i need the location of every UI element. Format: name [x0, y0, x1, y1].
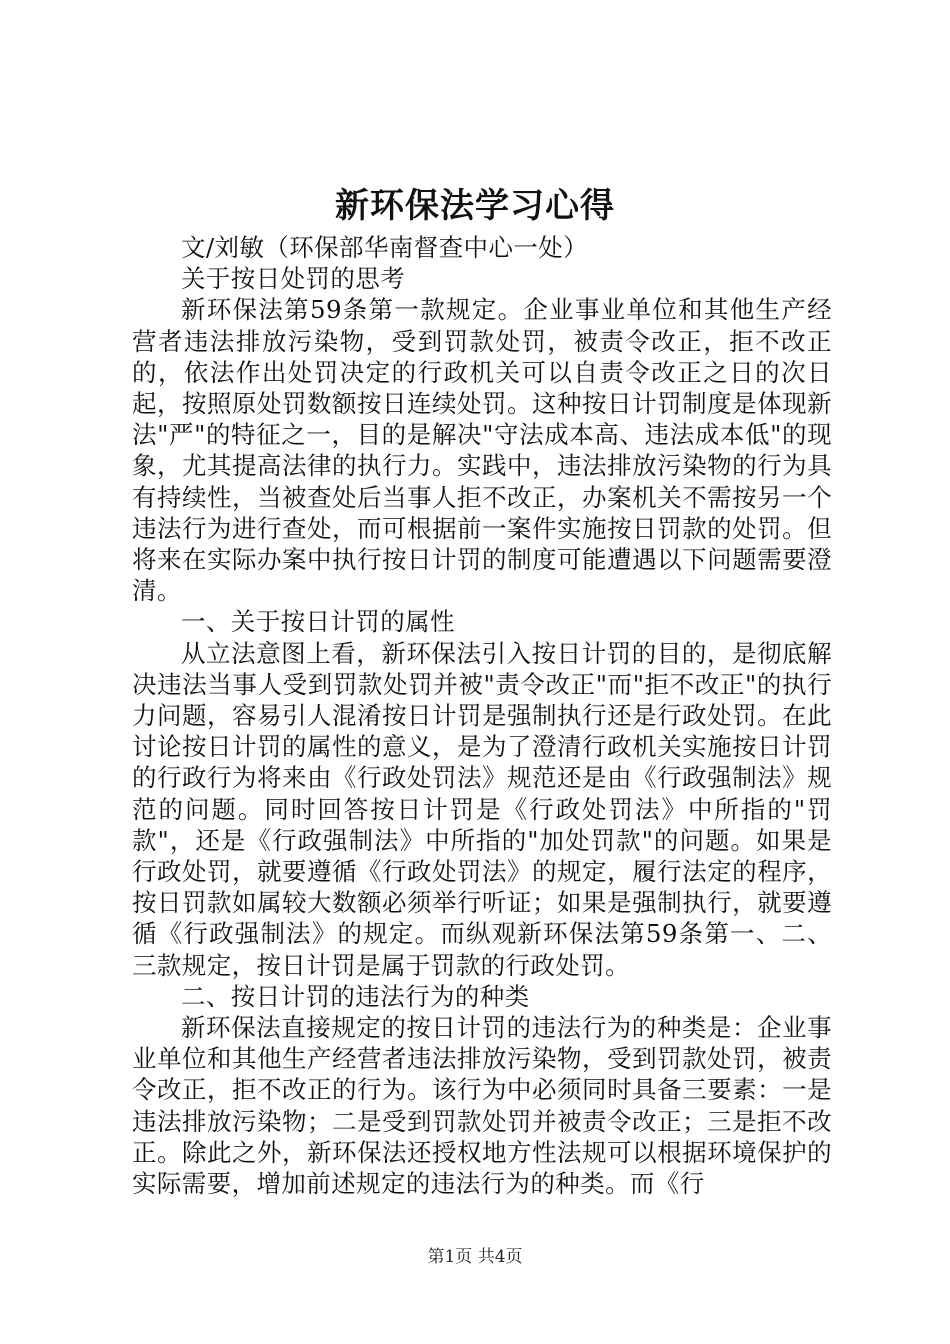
page-number: 第1页 共4页 [427, 1247, 523, 1267]
section-subtitle: 关于按日处罚的思考 [181, 264, 406, 294]
section-heading: 一、关于按日计罚的属性 [181, 607, 455, 637]
paragraph: 新环保法第59条第一款规定。企业事业单位和其他生产经营者违法排放污染物，受到罚款处罚，被责令改正，拒不改正的，依法作出处罚决定的行政机关可以自责令改正之日的次日起，按照原处罚数额按日连续处罚。这种按日计罚制度是体现新法"严"的特征之一，目的是解决"守法成本高、违法成本低"的现象，尤其提高法律的执行力。实践中，违法排放污染物的行为具有持续性，当被查处后当事人拒不改正，办案机关不需按另一个违法行为进行查处，而可根据前一案件实施按日罚款的处罚。但将来在实际办案中执行按日计罚的制度可能遭遇以下问题需要澄清。 [132, 295, 832, 606]
document-title: 新环保法学习心得 [335, 186, 615, 226]
document-body [132, 232, 832, 1199]
paragraph: 从立法意图上看，新环保法引入按日计罚的目的，是彻底解决违法当事人受到罚款处罚并被"责令改正"而"拒不改正"的执行力问题，容易引人混淆按日计罚是强制执行还是行政处罚。在此讨论按日计罚的属性的意义，是为了澄清行政机关实施按日计罚的行政行为将来由《行政处罚法》规范还是由《行政强制法》规范的问题。同时回答按日计罚是《行政处罚法》中所指的"罚款"，还是《行政强制法》中所指的"加处罚款"的问题。如果是行政处罚，就要遵循《行政处罚法》的规定，履行法定的程序，按日罚款如属较大数额必须举行听证；如果是强制执行，就要遵循《行政强制法》的规定。而纵观新环保法第59条第一、二、三款规定，按日计罚是属于罚款的行政处罚。 [132, 638, 832, 980]
author-line: 文/刘敏（环保部华南督查中心一处） [181, 233, 589, 262]
section-heading: 二、按日计罚的违法行为的种类 [181, 981, 530, 1011]
paragraph: 新环保法直接规定的按日计罚的违法行为的种类是：企业事业单位和其他生产经营者违法排放污染物，受到罚款处罚，被责令改正，拒不改正的行为。该行为中必须同时具备三要素：一是违法排放污染物；二是受到罚款处罚并被责令改正；三是拒不改正。除此之外，新环保法还授权地方性法规可以根据环境保护的实际需要，增加前述规定的违法行为的种类。而《行 [132, 1013, 832, 1199]
